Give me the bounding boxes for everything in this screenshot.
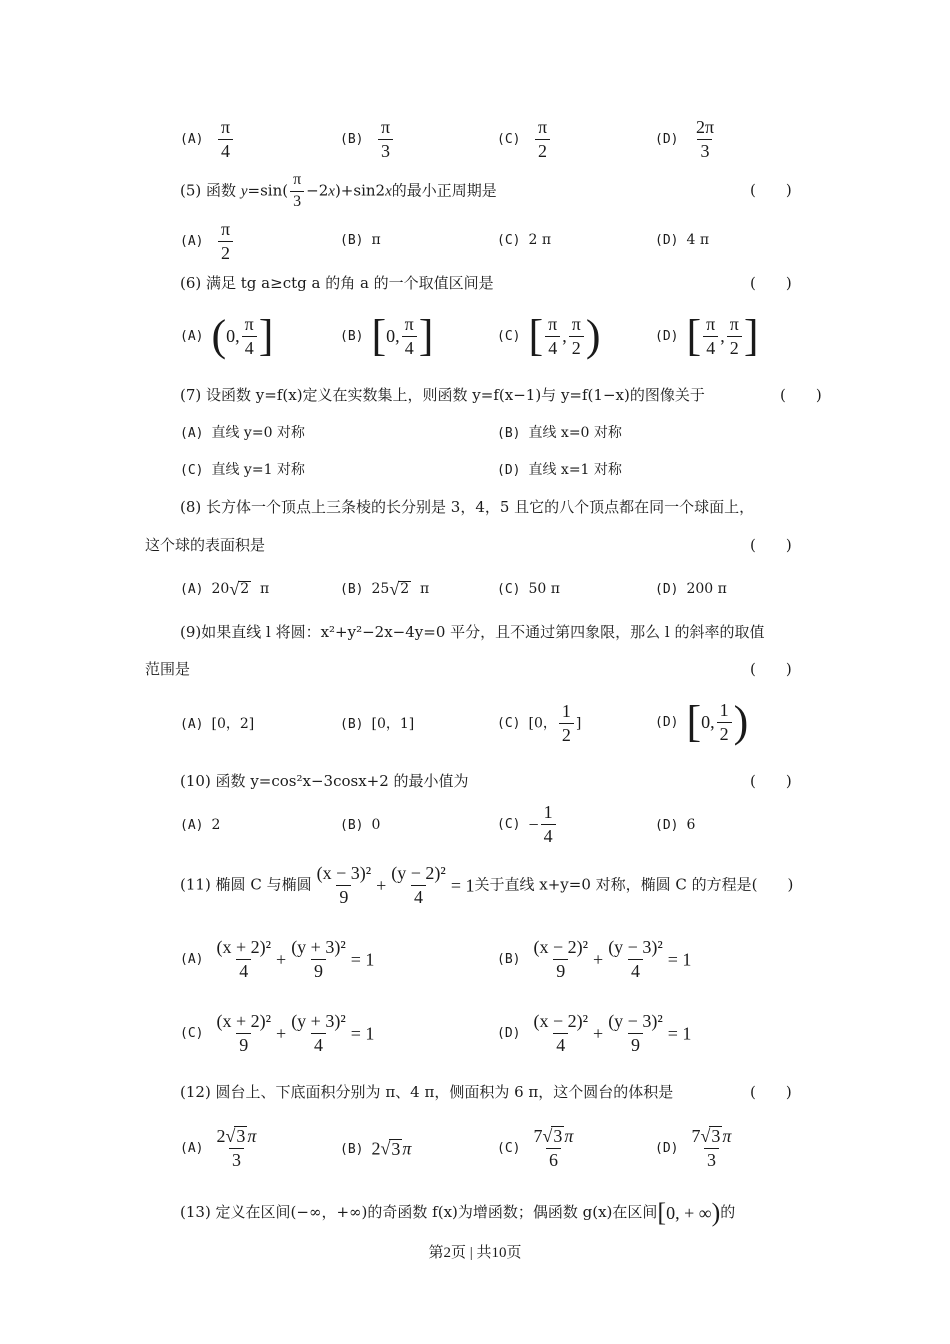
numerator: (y + 3)² (291, 1011, 346, 1031)
q9-option-a (180, 717, 254, 731)
denominator: 9 (628, 1033, 643, 1055)
stem-text: =sin( (247, 181, 289, 200)
option-label: (C) (497, 233, 521, 248)
option-text: 直线 y=0 对称 (211, 425, 305, 441)
q9-option-c (497, 702, 581, 745)
equals-one: = 1 (667, 949, 692, 970)
fraction (569, 315, 584, 358)
radicand: 3 (236, 1126, 246, 1146)
denominator: 4 (628, 959, 643, 981)
fraction (530, 1012, 591, 1055)
numerator: 7√3 π (533, 1126, 574, 1146)
fraction (290, 172, 304, 211)
option-text: 4 π (686, 232, 710, 248)
numerator: (y − 2)² (391, 863, 446, 883)
fraction (530, 938, 591, 981)
denominator: 3 (697, 139, 712, 161)
denominator: 4 (242, 336, 257, 358)
option-text: 2 (211, 817, 221, 833)
option-label: (B) (497, 952, 521, 968)
stem-text: −2 (306, 181, 329, 200)
option-text: [0， (528, 715, 557, 732)
option-text: 2 π (528, 232, 552, 248)
denominator: 4 (411, 885, 426, 907)
q10-option-a (180, 818, 220, 832)
option-label: (D) (655, 132, 679, 148)
q11-option-b (497, 938, 691, 981)
q12-option-b (340, 1139, 411, 1158)
q10-option-c (497, 803, 558, 846)
var-y: y (240, 183, 248, 200)
option-label: (B) (340, 329, 364, 344)
pi: π (722, 1126, 732, 1146)
option-text: 直线 x=1 对称 (528, 462, 622, 478)
bracket: [ (686, 311, 702, 360)
numerator: (y + 3)² (291, 937, 346, 957)
q8-option-a (180, 580, 269, 598)
q4-option-b (340, 118, 395, 161)
option-label: (C) (497, 1140, 521, 1156)
stem-text: 关于直线 x+y=0 对称，椭圆 C 的方程是( ) (474, 875, 794, 894)
numerator: π (548, 313, 558, 334)
plus-sign: + (376, 875, 387, 896)
coefficient: 7 (533, 1126, 543, 1146)
option-text: 6 (686, 817, 696, 833)
fraction (545, 315, 560, 358)
bracket: [ (657, 1198, 667, 1227)
fraction (605, 938, 666, 981)
bracket: ) (711, 1198, 721, 1227)
option-text: ] (575, 715, 582, 732)
stem-text: 的 (720, 1203, 736, 1221)
numerator: π (220, 117, 231, 137)
numerator: π (244, 313, 254, 334)
option-label: (A) (180, 1140, 204, 1156)
option-text: π (371, 232, 381, 248)
numerator: π (404, 313, 414, 334)
numerator: π (729, 313, 739, 334)
option-text: 直线 y=1 对称 (211, 462, 305, 478)
numerator: 2√3 π (216, 1126, 257, 1146)
q9-answer-paren: ( ) (750, 660, 792, 678)
option-label: (B) (340, 582, 364, 597)
option-label: (D) (655, 582, 679, 597)
bracket: ] (258, 311, 274, 360)
coefficient: 2 (216, 1126, 226, 1146)
q5-option-c (497, 233, 551, 247)
q8-option-b (340, 580, 429, 598)
fraction (242, 315, 257, 358)
q4-option-d (655, 118, 719, 161)
q7-option-d (497, 463, 622, 477)
denominator: 4 (402, 336, 417, 358)
q4-option-a (180, 118, 235, 161)
q10-answer-paren: ( ) (750, 772, 792, 790)
comma: , (562, 326, 567, 346)
numerator: π (220, 219, 231, 239)
q10-stem: (10) 函数 y=cos²x−3cosx+2 的最小值为 (180, 772, 469, 790)
pi: π (260, 581, 270, 597)
denominator: 3 (704, 1148, 719, 1170)
q12-option-c (497, 1126, 578, 1170)
denominator: 2 (535, 139, 550, 161)
numerator: π (293, 171, 302, 188)
q12-stem: (12) 圆台上、下底面积分别为 π、4 π，侧面积为 6 π，这个圆台的体积是 (180, 1083, 674, 1101)
page-footer: 第2页 | 共10页 (428, 1245, 522, 1261)
q8-stem-line1: (8) 长方体一个顶点上三条棱的长分别是 3，4，5 且它的八个顶点都在同一个球面上， (180, 498, 755, 516)
option-label: (D) (655, 715, 679, 730)
numerator: π (537, 117, 548, 137)
fraction (693, 118, 717, 161)
denominator: 4 (703, 336, 718, 358)
q8-option-d (655, 582, 727, 596)
numerator: π (380, 117, 391, 137)
denominator: 9 (236, 1033, 251, 1055)
q5-option-b (340, 233, 381, 247)
q6-option-c (497, 311, 601, 360)
q12-answer-paren: ( ) (750, 1083, 792, 1101)
q5-stem (180, 172, 497, 211)
bracket: ) (585, 311, 601, 360)
option-label: (C) (497, 582, 521, 597)
pi: π (247, 1126, 257, 1146)
option-label: (A) (180, 582, 204, 597)
numerator: 1 (543, 802, 553, 822)
q4-option-c (497, 118, 552, 161)
numerator: (x − 2)² (533, 1011, 589, 1031)
option-label: (D) (655, 1140, 679, 1156)
q7-option-b (497, 426, 622, 440)
q8-option-c (497, 582, 560, 596)
option-label: (A) (180, 329, 204, 344)
option-label: (C) (180, 1026, 204, 1042)
numerator: π (571, 313, 581, 334)
fraction (288, 1012, 349, 1055)
q6-option-b (340, 311, 434, 360)
option-label: (A) (180, 952, 204, 968)
option-label: (D) (497, 1026, 521, 1042)
option-text: 0 (371, 817, 381, 833)
denominator: 2 (569, 336, 584, 358)
q7-option-a (180, 426, 305, 440)
interval-start: 0, (386, 326, 400, 346)
var-x: x (385, 183, 392, 200)
option-label: (C) (497, 716, 521, 732)
q9-option-d (655, 697, 749, 746)
stem-text: 函数 (206, 181, 237, 200)
fraction (378, 118, 393, 161)
option-label: (A) (180, 234, 204, 250)
sqrt-sign: √ (389, 579, 400, 599)
comma: , (720, 326, 725, 346)
fraction (535, 118, 550, 161)
stem-text: (13) 定义在区间(−∞，+∞)的奇函数 f(x)为增函数；偶函数 g(x)在区间 (180, 1203, 658, 1221)
bracket: ) (733, 697, 749, 746)
fraction (218, 118, 233, 161)
fraction (218, 220, 233, 263)
q7-option-c (180, 463, 305, 477)
denominator: 3 (229, 1148, 244, 1170)
q11-option-a (180, 938, 374, 981)
bracket: ] (743, 311, 759, 360)
option-text: [0，1] (371, 716, 415, 732)
q6-option-a (180, 311, 274, 360)
denominator: 4 (311, 1033, 326, 1055)
fraction (530, 1126, 576, 1170)
fraction (213, 938, 274, 981)
radicand: 3 (711, 1126, 721, 1146)
plus-sign: + (593, 949, 604, 970)
var-x: x (328, 183, 335, 200)
numerator: 7√3 π (691, 1126, 732, 1146)
option-label: (A) (180, 818, 204, 833)
option-label: (B) (340, 132, 364, 148)
fraction (703, 315, 718, 358)
equals-one: = 1 (350, 949, 375, 970)
minus-sign: − (528, 814, 539, 835)
fraction (402, 315, 417, 358)
option-label: (A) (180, 426, 204, 441)
stem-text: 的最小正周期是 (391, 181, 497, 200)
fraction (541, 803, 556, 846)
denominator: 4 (553, 1033, 568, 1055)
q9-stem-line1: (9)如果直线 l 将圆：x²+y²−2x−4y=0 平分，且不通过第四象限，那么 l 的斜率的取值 (180, 623, 765, 641)
option-label: (B) (340, 818, 364, 833)
denominator: 2 (218, 241, 233, 263)
numerator: (x − 2)² (533, 937, 589, 957)
q10-option-b (340, 818, 380, 832)
denominator: 3 (290, 191, 304, 211)
q11-stem (180, 864, 793, 907)
option-text: [0，2] (211, 716, 255, 732)
fraction (213, 1012, 274, 1055)
coefficient: 20 (211, 581, 230, 597)
plus-sign: + (593, 1023, 604, 1044)
numerator: (x + 2)² (216, 1011, 272, 1031)
sqrt-sign: √ (380, 1138, 391, 1159)
fraction (388, 864, 449, 907)
bracket: ] (418, 311, 434, 360)
q7-answer-paren: ( ) (780, 386, 822, 404)
option-label: (B) (340, 717, 364, 732)
option-label: (B) (497, 426, 521, 441)
pi: π (564, 1126, 574, 1146)
denominator: 9 (336, 885, 351, 907)
option-label: (D) (655, 233, 679, 248)
option-text: 50 π (528, 581, 560, 597)
fraction (727, 315, 742, 358)
equals-one: = 1 (350, 1023, 375, 1044)
bracket: ( (211, 311, 227, 360)
fraction (688, 1126, 734, 1170)
bracket: [ (371, 311, 387, 360)
coefficient: 7 (691, 1126, 701, 1146)
denominator: 2 (717, 722, 732, 744)
equals-one: = 1 (450, 875, 475, 896)
option-label: (A) (180, 717, 204, 732)
q6-stem: (6) 满足 tg a≥ctg a 的角 a 的一个取值区间是 (180, 274, 494, 292)
denominator: 4 (218, 139, 233, 161)
option-label: (C) (180, 463, 204, 478)
option-text: 直线 x=0 对称 (528, 425, 622, 441)
denominator: 4 (236, 959, 251, 981)
option-text: 200 π (686, 581, 727, 597)
numerator: π (706, 313, 716, 334)
denominator: 9 (553, 959, 568, 981)
numerator: (y − 3)² (608, 1011, 663, 1031)
option-label: (D) (655, 329, 679, 344)
bracket: [ (528, 311, 544, 360)
q10-option-d (655, 818, 695, 832)
q5-answer-paren: ( ) (750, 181, 792, 199)
coefficient: 2 (371, 1138, 381, 1159)
option-label: (C) (497, 132, 521, 148)
q12-option-d (655, 1126, 736, 1170)
option-label: (C) (497, 329, 521, 344)
option-label: (D) (655, 818, 679, 833)
pi: π (420, 581, 430, 597)
q9-option-b (340, 717, 414, 731)
q6-option-d (655, 311, 759, 360)
option-label: (D) (497, 463, 521, 478)
stem-text: (11) 椭圆 C 与椭圆 (180, 875, 312, 894)
fraction (605, 1012, 666, 1055)
denominator: 4 (541, 824, 556, 846)
stem-text: )+sin2 (334, 181, 386, 200)
q8-stem-line2: 这个球的表面积是 (145, 536, 266, 554)
q5-option-a (180, 220, 235, 263)
question-number: (5) (180, 181, 202, 200)
radicand: 2 (240, 581, 250, 597)
numerator: (x + 2)² (216, 937, 272, 957)
fraction (213, 1126, 259, 1170)
q7-stem: (7) 设函数 y=f(x)定义在实数集上，则函数 y=f(x−1)与 y=f(1−x)的图像关于 (180, 386, 705, 404)
fraction (288, 938, 349, 981)
q9-stem-line2: 范围是 (145, 660, 191, 678)
radicand: 2 (400, 581, 410, 597)
q13-stem (180, 1200, 735, 1226)
denominator: 9 (311, 959, 326, 981)
sqrt-sign: √ (229, 579, 240, 599)
plus-sign: + (276, 949, 287, 970)
pi: π (402, 1138, 412, 1159)
equals-one: = 1 (667, 1023, 692, 1044)
option-label: (C) (497, 817, 521, 833)
q8-answer-paren: ( ) (750, 536, 792, 554)
numerator: (y − 3)² (608, 937, 663, 957)
numerator: 2π (695, 117, 715, 137)
fraction (717, 701, 732, 744)
option-label: (A) (180, 132, 204, 148)
fraction (314, 864, 375, 907)
plus-sign: + (276, 1023, 287, 1044)
q11-option-d (497, 1012, 691, 1055)
denominator: 2 (727, 336, 742, 358)
radicand: 3 (553, 1126, 563, 1146)
q11-option-c (180, 1012, 374, 1055)
interval-start: 0, (226, 326, 240, 346)
denominator: 4 (545, 336, 560, 358)
denominator: 2 (559, 723, 574, 745)
option-label: (B) (340, 1141, 364, 1157)
coefficient: 25 (371, 581, 390, 597)
q5-option-d (655, 233, 709, 247)
interval: 0, + ∞ (666, 1203, 712, 1223)
denominator: 6 (546, 1148, 561, 1170)
q6-answer-paren: ( ) (750, 274, 792, 292)
denominator: 3 (378, 139, 393, 161)
numerator: 1 (561, 701, 571, 721)
option-label: (B) (340, 233, 364, 248)
radicand: 3 (391, 1139, 401, 1159)
q12-option-a (180, 1126, 261, 1170)
numerator: 1 (719, 699, 729, 720)
fraction (559, 702, 574, 745)
numerator: (x − 3)² (316, 863, 372, 883)
interval-start: 0, (701, 712, 715, 732)
bracket: [ (686, 697, 702, 746)
